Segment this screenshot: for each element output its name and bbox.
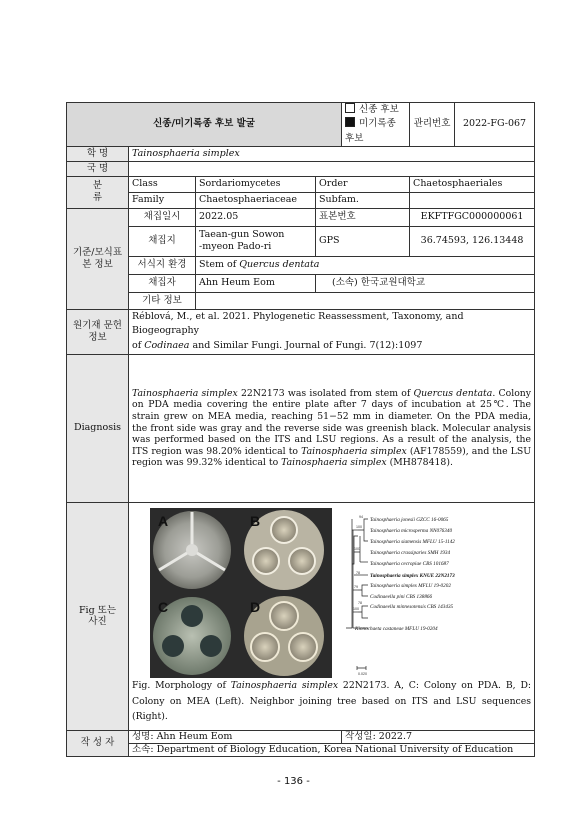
tree-taxon: Tainosphaeria microsperma NN076340 (370, 527, 453, 534)
author-date: 작성일: 2022.7 (342, 730, 535, 743)
bootstrap-value: 78 (356, 570, 360, 575)
tree-taxon: Tainosphaeria crassiparies SMH 1934 (370, 549, 451, 556)
specimen-info-label: 기준/모식표 본 정보 (67, 208, 129, 309)
collection-site: Taean-gun Sowon -myeon Pado-ri (196, 226, 316, 256)
collection-site-label: 채집지 (129, 226, 196, 256)
tree-taxon-highlighted: Tainosphaeria simplex KNUE 22N2173 (370, 572, 455, 579)
figure-image (132, 508, 528, 678)
habitat-label: 서식지 환경 (129, 256, 196, 274)
bootstrap-value: 79 (354, 584, 358, 589)
reference-label: 원기재 문헌 정보 (67, 309, 129, 354)
tree-taxon: Tainosphaeria cecropiae CBS 101687 (370, 560, 449, 567)
svg-text:0.020: 0.020 (358, 671, 367, 676)
class-value: Sordariomycetes (196, 176, 316, 192)
mgmt-number-label: 관리번호 (410, 103, 455, 147)
diagnosis-label: Diagnosis (67, 354, 129, 502)
collector-label: 채집자 (129, 274, 196, 292)
panel-label-d: D (250, 598, 261, 615)
scientific-name-label: 학 명 (67, 146, 129, 161)
panel-label-c: C (158, 598, 169, 615)
author-label: 작 성 자 (67, 730, 129, 756)
gps-label: GPS (316, 226, 410, 256)
specimen-number: EKFTFGC000000061 (410, 208, 535, 226)
bootstrap-value: 100 (353, 606, 359, 611)
figure-caption: Fig. Morphology of Tainosphaeria simplex 22N2173. A, C: Colony on PDA. B, D: Colony on MEA (Left). Neighbor joining tree based on ITS and LSU sequences (Right). (132, 679, 532, 723)
classification-label: 분 류 (67, 176, 129, 208)
order-value: Chaetosphaeriales (410, 176, 535, 192)
bootstrap-value: 94 (359, 514, 363, 519)
gps-value: 36.74593, 126.13448 (410, 226, 535, 256)
collection-date: 2022.05 (196, 208, 316, 226)
checkbox-empty-icon (345, 103, 355, 113)
family-value: Chaetosphaeriaceae (196, 192, 316, 208)
panel-label-b: B (250, 512, 261, 529)
subfam-label: Subfam. (316, 192, 410, 208)
figure-label: Fig 또는 사진 (67, 502, 129, 730)
author-name: 성명: Ahn Heum Eom (129, 730, 342, 743)
tree-taxon: Kionochaeta castaneae MFLU 19-0204 (355, 625, 438, 632)
tree-labels (354, 514, 455, 632)
tree-taxon: Tainosphaeria siamensis MFLU 15-1142 (370, 538, 455, 545)
author-affiliation: 소속: Department of Biology Education, Korea National University of Education (129, 743, 535, 756)
collection-date-label: 채집일시 (129, 208, 196, 226)
bootstrap-values (353, 515, 363, 611)
diagnosis-text: Tainosphaeria simplex 22N2173 was isolated from stem of Quercus dentata. Colony on PDA media covering the entire plate after 7 days of incubation at 25℃. The strain grew on MEA media, reaching 51−52 mm in diameter. On the PDA media, the front side was gray and the reverse side was greenish black. Molecular analysis was performed based on the ITS and LSU regions. As a result of the analysis, the ITS region was 98.20% identical to Tainosphaeria simplex (AF178559), and the LSU region was 99.32% identical to Tainosphaeria simplex (MH878418). (129, 354, 535, 502)
new-species-option[interactable]: 신종 후보 (345, 103, 406, 117)
tree-taxon: Tainosphaeria simplex MFLU 19-0202 (370, 582, 451, 589)
habitat-value: Stem of Quercus dentata (196, 256, 535, 274)
figure-cell (129, 502, 535, 730)
bootstrap-value: 100 (354, 546, 360, 551)
tree-scale-bar (357, 666, 367, 676)
species-record-table (66, 102, 535, 757)
checkbox-filled-icon (345, 117, 355, 127)
korean-name (129, 161, 535, 176)
other-info (196, 292, 535, 309)
specimen-number-label: 표본번호 (316, 208, 410, 226)
collector-name: Ahn Heum Eom (196, 274, 316, 292)
subfam-value (410, 192, 535, 208)
tree-taxon: Codinaeella minnesotensis CBS 143435 (370, 603, 454, 610)
family-label: Family (129, 192, 196, 208)
page-number: - 136 - (277, 776, 310, 787)
figure-graphic (132, 508, 528, 678)
other-info-label: 기타 정보 (129, 292, 196, 309)
bootstrap-value: 100 (356, 524, 362, 529)
class-label: Class (129, 176, 196, 192)
mgmt-number: 2022-FG-067 (455, 103, 535, 147)
tree-taxon: Codinaeella pini CBS 138866 (370, 593, 433, 600)
unrecorded-species-option[interactable]: 미기록종 후보 (345, 118, 396, 144)
tree-taxon: Tainosphaeria jonesii GZCC 16-0065 (370, 516, 449, 523)
order-label: Order (316, 176, 410, 192)
reference-text: Réblová, M., et al. 2021. Phylogenetic Reassessment, Taxonomy, and Biogeography of Codinaea and Similar Fungi. Journal of Fungi. 7(12):1097 (129, 309, 535, 354)
collector-affiliation: (소속) 한국교원대학교 (316, 274, 535, 292)
form-title: 신종/미기록종 후보 발굴 (67, 103, 342, 147)
bootstrap-value: 78 (358, 600, 362, 605)
candidate-type-options (342, 103, 410, 147)
panel-label-a: A (158, 512, 169, 529)
scientific-name: Tainosphaeria simplex (129, 146, 535, 161)
korean-name-label: 국 명 (67, 161, 129, 176)
